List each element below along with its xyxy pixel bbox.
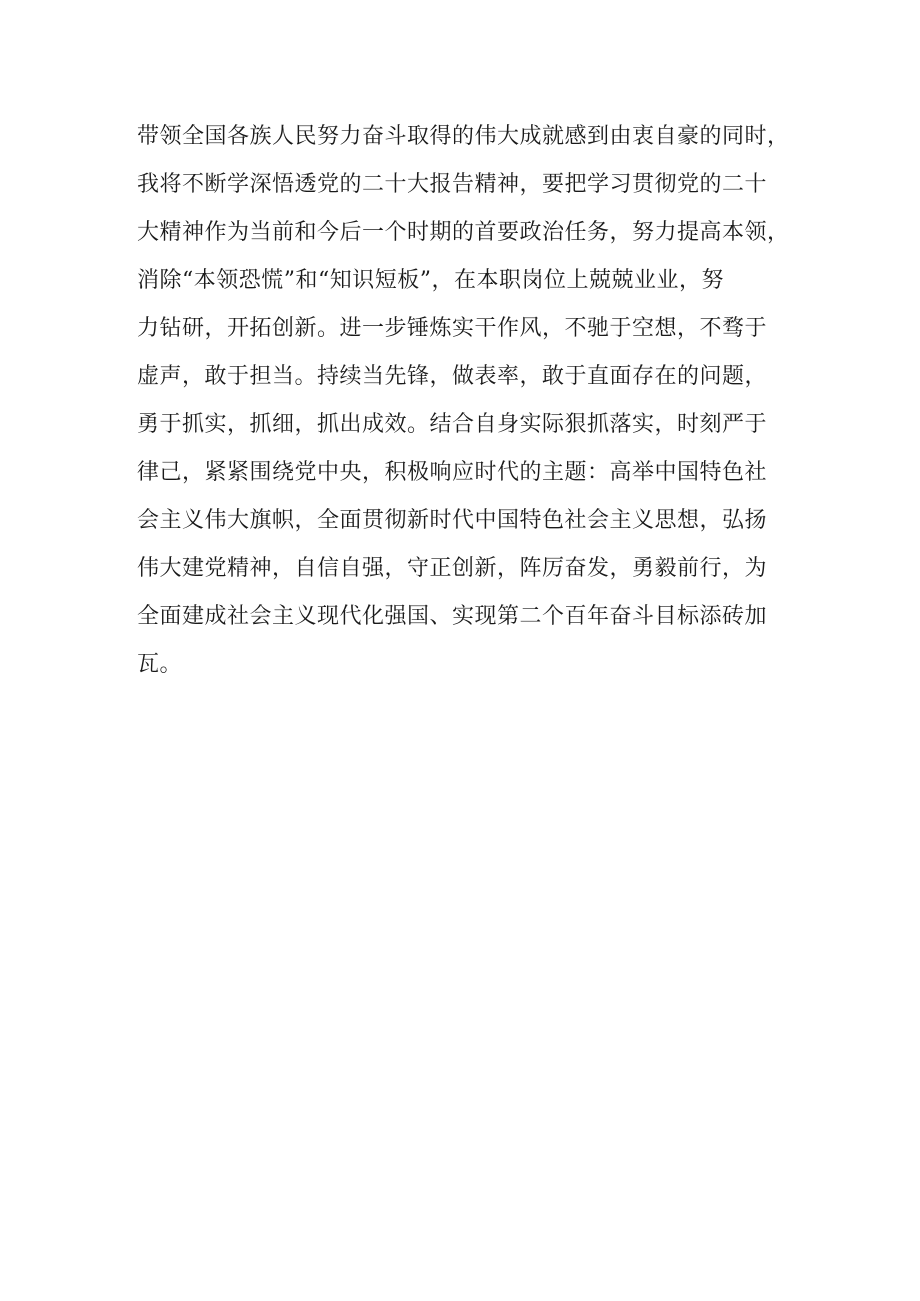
body-paragraph [137, 117, 817, 693]
text-line: 力钻研，开拓创新。进一步锤炼实干作风，不驰于空想，不骛于 [137, 316, 768, 341]
text-line: 带领全国各族人民努力奋斗取得的伟大成就感到由衷自豪的同时， [137, 124, 790, 149]
text-line: 大精神作为当前和今后一个时期的首要政治任务，努力提高本领， [137, 220, 790, 245]
text-line: 伟大建党精神，自信自强，守正创新，阵厉奋发，勇毅前行，为 [137, 556, 768, 581]
text-line: 我将不断学深悟透党的二十大报告精神，要把学习贯彻党的二十 [137, 172, 768, 197]
text-line: 消除“本领恐慌”和“知识短板”，在本职岗位上兢兢业业，努 [137, 268, 724, 293]
text-line: 律己，紧紧围绕党中央，积极响应时代的主题：高举中国特色社 [137, 460, 768, 485]
text-line: 瓦。 [137, 652, 183, 677]
text-line: 虚声，敢于担当。持续当先锋，做表率，敢于直面存在的问题， [137, 364, 768, 389]
text-line: 全面建成社会主义现代化强国、实现第二个百年奋斗目标添砖加 [137, 604, 768, 629]
text-line: 勇于抓实，抓细，抓出成效。结合自身实际狠抓落实，时刻严于 [137, 412, 768, 437]
text-line: 会主义伟大旗帜，全面贯彻新时代中国特色社会主义思想，弘扬 [137, 508, 768, 533]
